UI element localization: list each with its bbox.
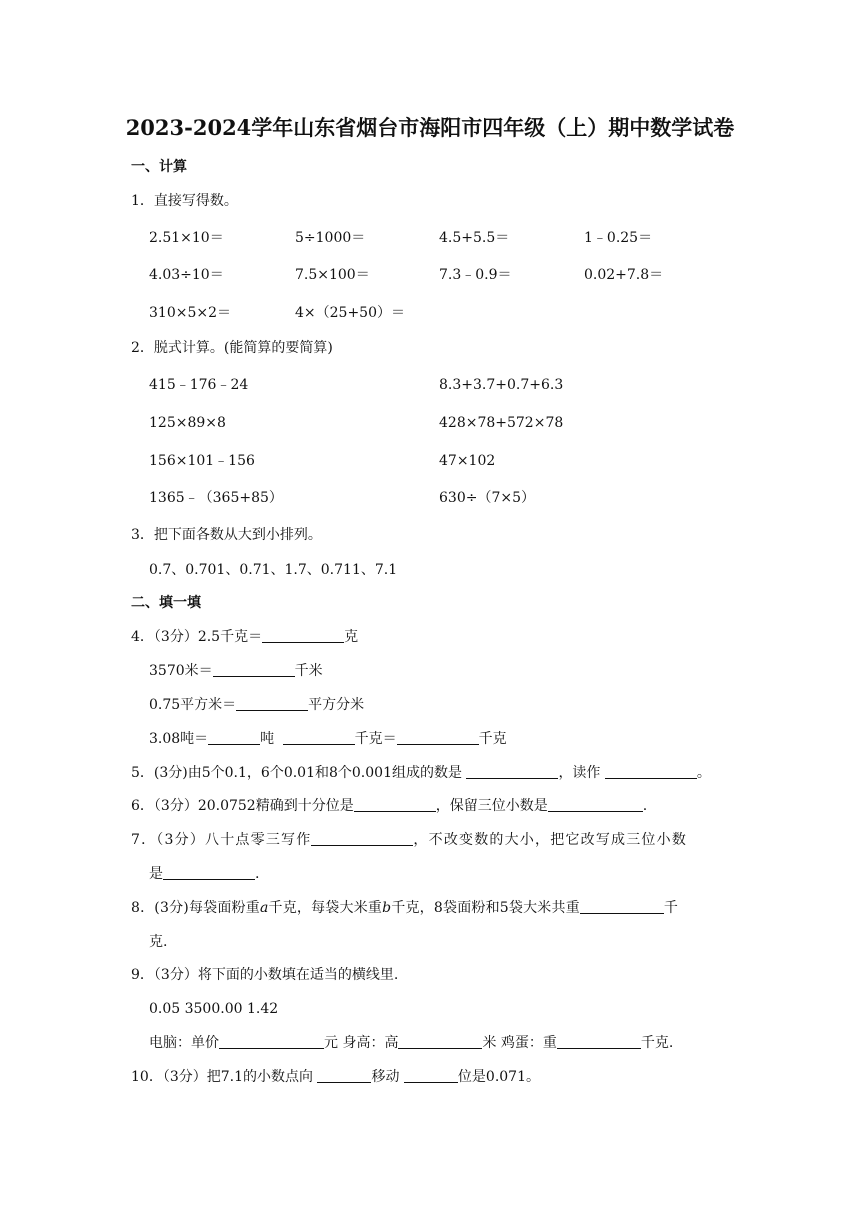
question-6 <box>131 797 647 815</box>
q1-item: 4.5+5.5＝ <box>439 230 510 246</box>
q1-item: 5÷1000＝ <box>295 230 366 246</box>
q1-item: 2.51×10＝ <box>149 230 224 246</box>
q4-text: 0.75平方米＝ <box>149 697 237 713</box>
q9-line <box>149 1034 673 1052</box>
q8-text: 8．(3分)每袋面粉重 <box>131 900 260 916</box>
q4-unit: 吨 <box>260 731 275 747</box>
q5-text: ，读作 <box>558 765 601 781</box>
question-9-stem: 9．（3分）将下面的小数填在适当的横线里. <box>131 967 399 983</box>
q2-item: 1365﹣（365+85） <box>149 490 283 506</box>
q9-text: 电脑：单价 <box>149 1035 219 1051</box>
q7-text: ，不改变数的大小，把它改写成三位小数 <box>413 832 688 848</box>
q4-line-3 <box>149 696 364 714</box>
q4-unit: 平方分米 <box>308 697 365 713</box>
answer-blank[interactable] <box>605 764 697 779</box>
q2-item: 415﹣176﹣24 <box>149 377 249 393</box>
q2-item: 47×102 <box>439 453 496 469</box>
answer-blank[interactable] <box>404 1068 458 1083</box>
answer-blank[interactable] <box>219 1034 324 1049</box>
q2-item: 428×78+572×78 <box>439 415 564 431</box>
q2-item: 630÷（7×5） <box>439 490 535 506</box>
q8-text: 千克，8袋面粉和5袋大米共重 <box>391 900 580 916</box>
q9-text: 千克. <box>640 1035 674 1051</box>
q6-text: ，保留三位小数是 <box>435 798 548 814</box>
question-10 <box>131 1068 540 1086</box>
answer-blank[interactable] <box>317 1068 371 1083</box>
q7-text: . <box>255 866 260 882</box>
q1-item: 7.5×100＝ <box>295 267 370 283</box>
question-7-cont <box>149 865 259 883</box>
section-heading-2: 二、填一填 <box>131 595 201 611</box>
q6-text: . <box>642 798 648 814</box>
q4-unit: 千米 <box>294 663 323 679</box>
q10-text: 位是0.071。 <box>457 1069 540 1085</box>
answer-blank[interactable] <box>163 865 255 880</box>
q3-numbers: 0.7、0.701、0.71、1.7、0.711、7.1 <box>149 562 398 578</box>
q1-item: 0.02+7.8＝ <box>584 267 664 283</box>
answer-blank[interactable] <box>283 730 355 745</box>
answer-blank[interactable] <box>262 628 344 643</box>
q6-text: 6．（3分）20.0752精确到十分位是 <box>131 798 354 814</box>
q8-variable: a <box>259 900 269 916</box>
q1-item: 4×（25+50）＝ <box>295 305 405 321</box>
q4-text: 4．（3分）2.5千克＝ <box>131 629 263 645</box>
q4-line-2 <box>149 662 323 680</box>
q10-text: 移动 <box>371 1069 400 1085</box>
q4-text: 3.08吨＝ <box>149 731 209 747</box>
q10-text: 10．（3分）把7.1的小数点向 <box>131 1069 313 1085</box>
q2-item: 8.3+3.7+0.7+6.3 <box>439 377 564 393</box>
question-3-stem: 3．把下面各数从大到小排列。 <box>131 527 322 543</box>
q8-text: 千 <box>663 900 679 916</box>
question-2-stem: 2．脱式计算。(能简算的要简算) <box>131 340 333 356</box>
question-5 <box>131 764 711 782</box>
answer-blank[interactable] <box>397 730 479 745</box>
q8-variable: b <box>382 900 392 916</box>
q2-item: 156×101﹣156 <box>149 453 255 469</box>
q2-item: 125×89×8 <box>149 415 226 431</box>
answer-blank[interactable] <box>398 1034 482 1049</box>
answer-blank[interactable] <box>580 899 664 914</box>
q8-text: 千克，每袋大米重 <box>268 900 383 916</box>
q9-text: 米 鸡蛋：重 <box>482 1035 557 1051</box>
q5-text: 。 <box>696 765 711 781</box>
answer-blank[interactable] <box>548 797 643 812</box>
page-title: 2023-2024学年山东省烟台市海阳市四年级（上）期中数学试卷 <box>125 115 735 140</box>
answer-blank[interactable] <box>311 831 413 846</box>
q7-text: 是 <box>149 866 163 882</box>
q4-text: 3570米＝ <box>149 663 213 679</box>
answer-blank[interactable] <box>208 730 260 745</box>
q7-text: 7．（3分）八十点零三写作 <box>131 832 312 848</box>
question-1-stem: 1．直接写得数。 <box>131 193 238 209</box>
answer-blank[interactable] <box>466 764 558 779</box>
q1-item: 310×5×2＝ <box>149 305 231 321</box>
q1-item: 1﹣0.25＝ <box>584 230 653 246</box>
q1-item: 4.03÷10＝ <box>149 267 224 283</box>
answer-blank[interactable] <box>354 797 436 812</box>
answer-blank[interactable] <box>557 1034 641 1049</box>
q4-unit: 千克＝ <box>354 731 397 747</box>
question-7 <box>131 831 687 849</box>
q1-item: 7.3﹣0.9＝ <box>439 267 512 283</box>
q8-text: 克. <box>149 934 168 950</box>
q4-unit: 千克 <box>478 731 507 747</box>
answer-blank[interactable] <box>236 696 308 711</box>
q4-unit: 克 <box>344 629 359 645</box>
q5-text: 5．(3分)由5个0.1，6个0.01和8个0.001组成的数是 <box>131 765 462 781</box>
section-heading-1: 一、计算 <box>131 159 187 175</box>
question-8 <box>131 899 678 917</box>
q4-line-4 <box>149 730 507 748</box>
question-8-cont <box>149 933 167 951</box>
question-4 <box>131 628 358 646</box>
q9-numbers: 0.05 3500.00 1.42 <box>149 1001 279 1017</box>
q9-text: 元 身高：高 <box>324 1035 399 1051</box>
answer-blank[interactable] <box>213 662 295 677</box>
